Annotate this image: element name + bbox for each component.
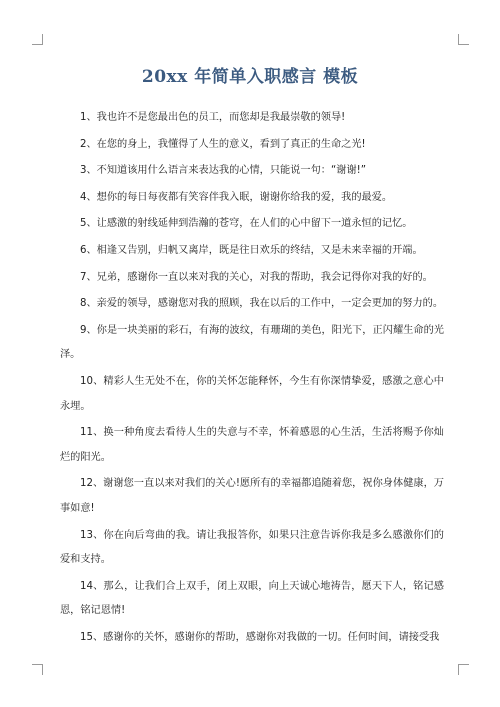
paragraph-13: 13、你在向后弯曲的我。请让我报答你，如果只注意告诉你我是多么感激你们的爱和支持。: [60, 529, 444, 566]
paragraph-5: 5、让感激的射线延伸到浩瀚的苍穹，在人们的心中留下一道永恒的记忆。: [80, 218, 413, 230]
paragraph-15: 15、感谢你的关怀，感谢你的帮助，感谢你对我做的一切。任何时间，请接受我: [80, 631, 440, 643]
page-corner-mark-top-right: [458, 34, 469, 45]
paragraph-9: 9、你是一块美丽的彩石，有海的波纹，有珊瑚的美色，阳光下，正闪耀生命的光泽。: [60, 324, 444, 361]
page-corner-mark-bottom-left: [32, 664, 43, 675]
paragraph-3: 3、不知道该用什么语言来表达我的心情，只能说一句：“谢谢!”: [80, 165, 366, 177]
paragraph-10: 10、精彩人生无处不在，你的关怀怎能释怀，今生有你深情挚爱，感激之意心中永埋。: [60, 375, 444, 412]
paragraph-6: 6、相逢又告别，归帆又离岸，既是往日欢乐的终结，又是未来幸福的开端。: [80, 244, 423, 256]
paragraph-8: 8、亲爱的领导，感谢您对我的照顾，我在以后的工作中，一定会更加的努力的。: [80, 298, 444, 310]
paragraph-2: 2、在您的身上，我懂得了人生的意义，看到了真正的生命之光!: [80, 138, 366, 150]
paragraph-7: 7、兄弟，感谢你一直以来对我的关心，对我的帮助，我会记得你对我的好的。: [80, 271, 433, 283]
paragraph-4: 4、想你的每日每夜都有笑容伴我入眠，谢谢你给我的爱，我的最爱。: [80, 191, 393, 203]
document-title: 20xx 年简单入职感言 模板: [141, 67, 359, 87]
paragraph-12: 12、谢谢您一直以来对我们的关心!愿所有的幸福都追随着您，祝你身体健康，万事如意!: [60, 478, 444, 514]
page-corner-mark-bottom-right: [458, 664, 469, 675]
paragraph-11: 11、换一种角度去看待人生的失意与不幸，怀着感恩的心生活，生活将赐予你灿烂的阳光。: [60, 427, 444, 463]
paragraph-14: 14、那么，让我们合上双手，闭上双眼，向上天诚心地祷告，愿天下人，铭记感恩，铭记恩情!: [60, 580, 444, 617]
page-corner-mark-top-left: [32, 34, 43, 45]
document-body: [60, 106, 444, 652]
paragraph-1: 1、我也许不是您最出色的员工，而您却是我最崇敬的领导!: [80, 112, 346, 123]
